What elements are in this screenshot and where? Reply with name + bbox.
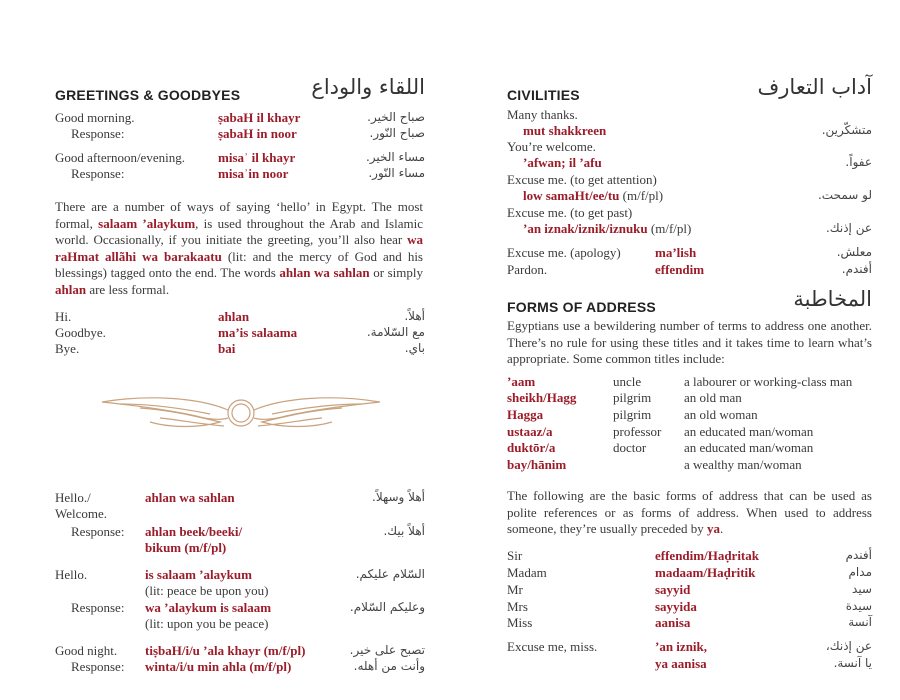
- title-term: ’aam: [507, 374, 536, 389]
- title-desc: a labourer or working-class man: [684, 374, 853, 389]
- row-ar: لو سمحت.: [817, 188, 872, 202]
- row-ar: مساء الخير.: [365, 150, 425, 164]
- row-en: Response:: [71, 659, 125, 674]
- row-tr: wa ’alaykum is salaam: [145, 600, 272, 615]
- row-tr: ahlan wa sahlan: [145, 490, 235, 505]
- row-en: Response:: [71, 126, 125, 141]
- row-en: Excuse me. (apology): [507, 245, 621, 260]
- row-ar: عفواً.: [845, 155, 872, 169]
- row-en: Hello.: [55, 567, 88, 582]
- row-tr: is salaam ’alaykum: [145, 567, 252, 582]
- row-tr-line: ’an iznak/iznik/iznuku (m/f/pl): [523, 221, 692, 236]
- row-gloss: (lit: peace be upon you): [145, 583, 269, 598]
- row-en: Excuse me. (to get past): [507, 205, 633, 220]
- row-tr: ṣabaH in noor: [218, 126, 297, 141]
- row-en: Bye.: [55, 341, 80, 356]
- title-meaning: professor: [613, 424, 662, 439]
- address-tr: sayyida: [655, 599, 697, 614]
- row-tr: winta/i/u min ahla (m/f/pl): [145, 659, 292, 674]
- forms-heading: FORMS OF ADDRESS: [507, 299, 656, 315]
- row-en: Good morning.: [55, 110, 135, 125]
- row-tr: mut shakkreen: [523, 123, 607, 138]
- row-tr: ahlan: [218, 309, 250, 324]
- title-term: Hagga: [507, 407, 544, 422]
- greetings-paragraph: There are a number of ways of saying ‘hello’ in Egypt. The most formal, salaam ’alaykum, is used throughout the Arab and Islamic world. Occasionally, if you initiate the greeting, you’ll also hear wa raHmat allãhi wa barakaatu (lit: and the mercy of God and his blessings) tagged onto the end. The words ahlan wa sahlan or simply ahlan are less formal.: [55, 199, 424, 297]
- address-en: Miss: [507, 615, 533, 630]
- row-ar: أهلاً.: [404, 309, 425, 323]
- row-ar: باي.: [404, 341, 425, 355]
- title-meaning: doctor: [613, 440, 647, 455]
- title-meaning: pilgrim: [613, 390, 652, 405]
- title-desc: an old man: [684, 390, 742, 405]
- row-tr: bai: [218, 341, 236, 356]
- title-term: ustaaz/a: [507, 424, 553, 439]
- row-tr: misaʾ il khayr: [218, 150, 296, 165]
- title-meaning: uncle: [613, 374, 642, 389]
- row-tr: tiṣbaH/i/u ’ala khayr (m/f/pl): [145, 643, 306, 658]
- title-term: duktōr/a: [507, 440, 556, 455]
- row-en: Pardon.: [507, 262, 548, 277]
- forms-intro-2: The following are the basic forms of address that can be used as polite references or as forms of address. When used to address someone, they’re usually preceded by ya.: [507, 488, 872, 536]
- row-en: Good afternoon/evening.: [55, 150, 185, 165]
- row-ar: أهلاً وسهلاً.: [372, 490, 425, 504]
- civilities-heading-arabic: آداب التعارف: [757, 75, 872, 99]
- row-en: You’re welcome.: [507, 139, 596, 154]
- title-desc: a wealthy man/woman: [684, 457, 802, 472]
- row-tr: ahlan beek/beeki/: [145, 524, 243, 539]
- title-desc: an educated man/woman: [684, 424, 814, 439]
- row-gloss: (lit: upon you be peace): [145, 616, 269, 631]
- row-tr: effendim: [655, 262, 705, 277]
- row-tr-line: low samaHt/ee/tu (m/f/pl): [523, 188, 664, 203]
- miss-tr-2: ya aanisa: [655, 656, 707, 671]
- greetings-heading-arabic: اللقاء والوداع: [311, 75, 425, 99]
- row-en: Many thanks.: [507, 107, 578, 122]
- row-ar: صباح النّور.: [369, 126, 425, 140]
- row-en: Hi.: [55, 309, 72, 324]
- row-en: Excuse me. (to get attention): [507, 172, 657, 187]
- address-tr: sayyid: [655, 582, 691, 597]
- row-en: Response:: [71, 166, 125, 181]
- miss-ar-2: يا آنسة.: [833, 656, 872, 670]
- row-en: Hello./: [55, 490, 91, 505]
- address-en: Mr: [507, 582, 523, 597]
- row-tr: ṣabaH il khayr: [218, 110, 301, 125]
- row-en: Response:: [71, 600, 125, 615]
- row-tr: ma’is salaama: [218, 325, 298, 340]
- address-tr: aanisa: [655, 615, 691, 630]
- miss-ar-1: عن إذنك،: [825, 639, 872, 653]
- row-ar: تصبح على خير.: [349, 643, 425, 657]
- row-ar: أفندم.: [841, 262, 872, 276]
- forms-heading-arabic: المخاطبة: [793, 287, 872, 311]
- miss-tr-1: ’an iznik,: [655, 639, 708, 654]
- row-en: Goodbye.: [55, 325, 106, 340]
- row-ar: مساء النّور.: [368, 166, 425, 180]
- row-ar: صباح الخير.: [367, 110, 425, 124]
- row-tr: ’afwan; il ’afu: [523, 155, 602, 170]
- address-en: Sir: [507, 548, 523, 563]
- address-tr: madaam/Haḍritik: [655, 565, 756, 580]
- title-term: bay/hānim: [507, 457, 567, 472]
- row-tr: bikum (m/f/pl): [145, 540, 227, 555]
- address-ar: أفندم: [845, 548, 872, 562]
- row-tr: misaʾin noor: [218, 166, 289, 181]
- address-ar: مدام: [848, 565, 872, 579]
- left-page: [55, 0, 425, 700]
- row-ar: وعليكم السّلام.: [349, 600, 425, 614]
- winged-sun-ornament: [100, 388, 382, 440]
- address-ar: آنسة: [848, 615, 872, 629]
- address-ar: سيدة: [845, 599, 872, 613]
- row-ar: مع السّلامة.: [366, 325, 425, 339]
- row-ar: أهلاً بيك.: [383, 524, 425, 538]
- row-ar: معلش.: [836, 245, 872, 259]
- civilities-heading: CIVILITIES: [507, 87, 580, 103]
- title-desc: an educated man/woman: [684, 440, 814, 455]
- address-en: Mrs: [507, 599, 528, 614]
- address-ar: سيد: [852, 582, 872, 596]
- greetings-heading: GREETINGS & GOODBYES: [55, 87, 241, 103]
- forms-intro: Egyptians use a bewildering number of terms to address one another. There’s no rule for using these titles and it takes time to learn what’s appropriate. Some common titles include:: [507, 318, 872, 366]
- row-en: Good night.: [55, 643, 118, 658]
- address-tr: effendim/Haḍritak: [655, 548, 759, 563]
- title-meaning: pilgrim: [613, 407, 652, 422]
- title-desc: an old woman: [684, 407, 758, 422]
- address-en: Madam: [507, 565, 547, 580]
- miss-en: Excuse me, miss.: [507, 639, 598, 654]
- right-page: [507, 0, 872, 700]
- row-ar: متشكّرين.: [821, 123, 872, 137]
- row-ar: وأنت من أهله.: [353, 659, 425, 673]
- row-tr: ma’lish: [655, 245, 697, 260]
- title-term: sheikh/Hagg: [507, 390, 577, 405]
- row-en: Welcome.: [55, 506, 108, 521]
- row-en: Response:: [71, 524, 125, 539]
- row-ar: السّلام عليكم.: [355, 567, 425, 581]
- row-ar: عن إذنك.: [825, 221, 872, 235]
